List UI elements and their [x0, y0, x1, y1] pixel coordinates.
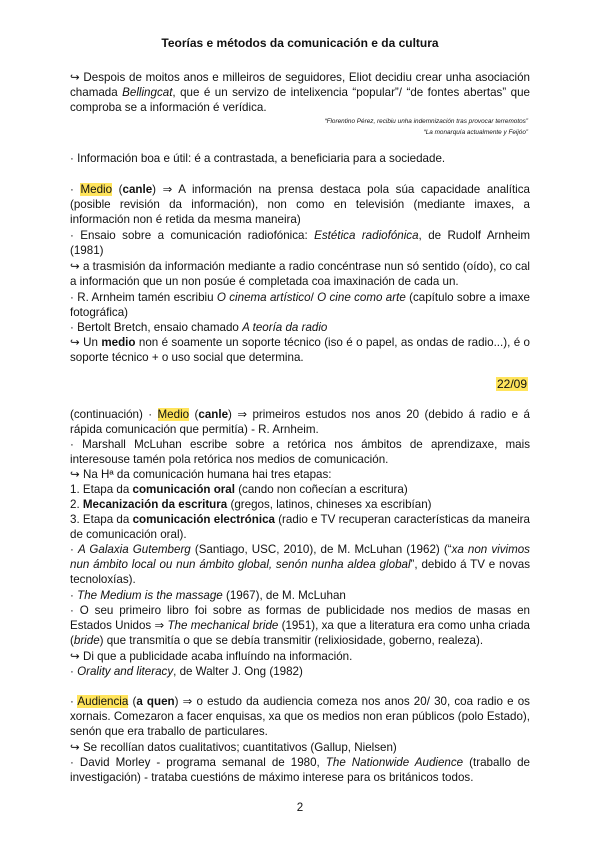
- paragraph-informacion: · Información boa e útil: é a contrastada, a beneficiaria para a sociedade.: [70, 152, 446, 165]
- paragraph-galaxia: · A Galaxia Gutemberg (Santiago, USC, 2010), de M. McLuhan (1962) (“xa non vivimos nun ámbito local ou nun ámbito global, senón nunha aldea global”, debido á TV e novas tecnoloxías).: [70, 543, 530, 587]
- arrow-icon: ↪: [70, 71, 80, 84]
- paragraph-orality: · Orality and literacy, de Walter J. Ong (1982): [70, 665, 303, 678]
- implies-icon: ⇒: [162, 183, 173, 196]
- paragraph-massage: · The Medium is the massage (1967), de M. McLuhan: [70, 589, 346, 602]
- paragraph-mcluhan: · Marshall McLuhan escribe sobre a retórica nos ámbitos de aprendizaxe, mais interesouse tamén pola retórica nos medios de comunicación.: [70, 438, 530, 467]
- paragraph-trasmision: ↪ a trasmisión da información mediante a radio concéntrase nun só sentido (oído), co cal a información que un non posúe é completada coa imaxinación de cada un.: [70, 260, 530, 289]
- paragraph-ensaio: · Ensaio sobre a comunicación radiofónica: Estética radiofónica, de Rudolf Arnheim (1981): [70, 229, 530, 258]
- highlight-medio: Medio: [80, 183, 113, 196]
- list-item-etapa-3: 3. Etapa da comunicación electrónica (radio e TV recuperan características da maneira de comunicación oral).: [70, 513, 530, 542]
- paragraph-morley: · David Morley - programa semanal de 1980, The Nationwide Audience (traballo de investigación) - trataba cuestións de máximo interese para os británicos todos.: [70, 756, 530, 785]
- paragraph-audiencia: · Audiencia (a quen) ⇒ o estudo da audiencia comeza nos anos 20/ 30, coa radio e os xornais. Comezaron a facer enquisas, xa que os medios non eran públicos (polo Estado), senón que era traballo de particulares.: [70, 695, 530, 739]
- paragraph-continuacion: (continuación) · Medio (canle) ⇒ primeiros estudos nos anos 20 (debido á radio e á rápida comunicación que permitía) - R. Arnheim.: [70, 408, 530, 437]
- quote-florentino: “Florentino Pérez, recibiu unha indemnización tras provocar terremotos”: [324, 118, 528, 125]
- date-label: 22/09: [496, 377, 527, 391]
- document-title: Teorías e métodos da comunicación e da cultura: [161, 36, 439, 50]
- paragraph-publicidade: ↪ Di que a publicidade acaba influíndo na información.: [70, 650, 353, 663]
- paragraph-arnheim: · R. Arnheim tamén escribiu O cinema artístico/ O cine como arte (capítulo sobre a imaxe fotográfica): [70, 291, 530, 320]
- paragraph-bertolt: · Bertolt Bretch, ensaio chamado A teoría da radio: [70, 321, 328, 334]
- list-item-etapa-1: 1. Etapa da comunicación oral (cando non coñecían a escritura): [70, 483, 408, 496]
- list-item-etapa-2: 2. Mecanización da escritura (gregos, latinos, chineses xa escribían): [70, 498, 432, 511]
- quote-monarquia: “La monarquía actualmente y Feijóo”: [423, 129, 528, 136]
- highlight-audiencia: Audiencia: [77, 695, 129, 708]
- page-number: 2: [296, 801, 304, 814]
- bullet-icon: ·: [70, 152, 74, 165]
- paragraph-bellingcat: ↪ Despois de moitos anos e milleiros de seguidores, Eliot decidiu crear unha asociación chamada Bellingcat, que é un servizo de intelixencia “popular”/ “de fontes abertas” que comproba se a información é verídica.: [70, 71, 530, 115]
- paragraph-medio: · Medio (canle) ⇒ A información na prensa destaca pola súa capacidade analítica (posible revisión da información), non como en televisión (mediante imaxes, a información non é retida da mesma maneira): [70, 183, 530, 227]
- paragraph-etapas: ↪ Na Hª da comunicación humana hai tres etapas:: [70, 468, 332, 481]
- highlight-medio: Medio: [157, 408, 190, 421]
- paragraph-datos: ↪ Se recollían datos cualitativos; cuantitativos (Gallup, Nielsen): [70, 741, 397, 754]
- paragraph-primeiro-libro: · O seu primeiro libro foi sobre as formas de publicidade nos medios de masas en Estados Unidos ⇒ The mechanical bride (1951), xa que a literatura era como unha criada (bride) que transmitía o que se debía transmitir (relixiosidade, goberno, realeza).: [70, 604, 530, 648]
- paragraph-un-medio: ↪ Un medio non é soamente un soporte técnico (iso é o papel, as ondas de radio...), é o soporte técnico + o uso social que determina.: [70, 336, 530, 365]
